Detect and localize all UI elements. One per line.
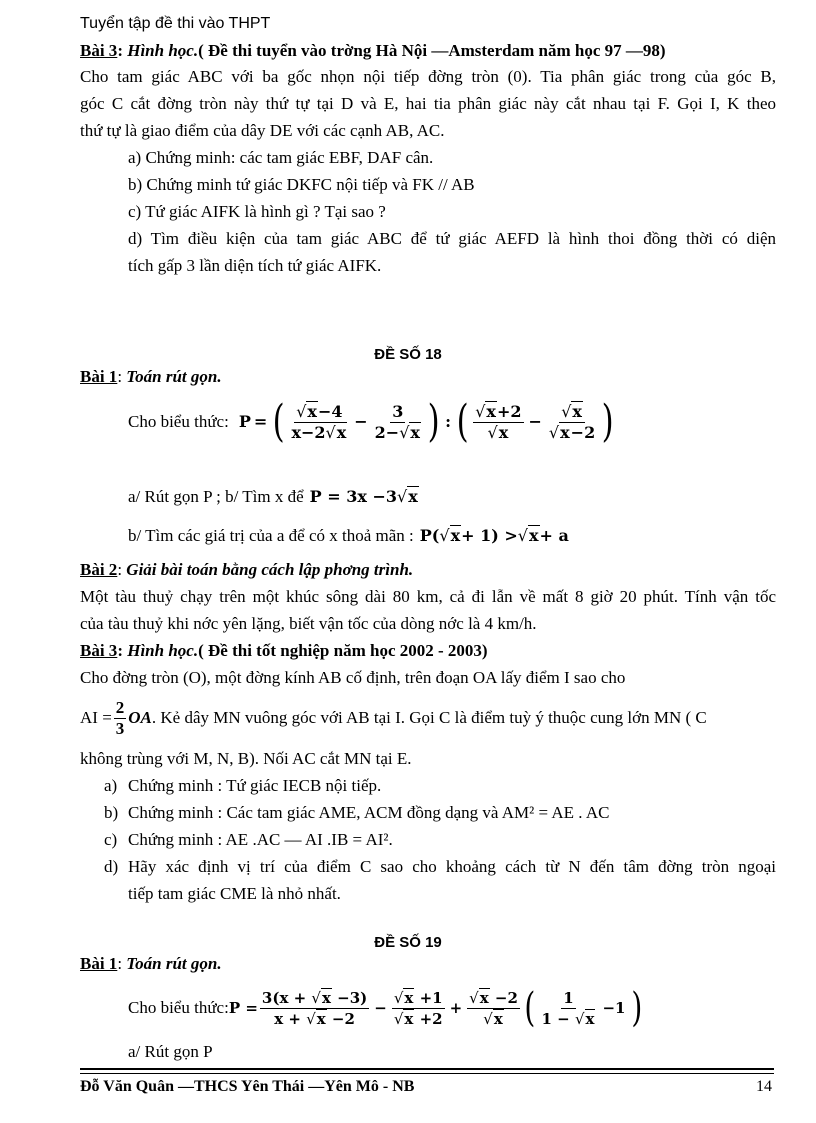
question-item-cont: tiếp tam giác CME là nhỏ nhất. [128, 884, 341, 903]
footer-rule [80, 1073, 774, 1074]
paragraph-line: thứ tự là giao điểm của dây DE với các cạnh AB, AC. [80, 121, 445, 140]
question-item: a) Chứng minh: các tam giác EBF, DAF cân. [128, 148, 434, 167]
formula-ai: AI = $\frac{2}{3}$ OA [80, 697, 152, 738]
paragraph-line: của tàu thuỷ khi nớc yên lặng, biết vận tốc của dòng nớc là 4 km/h. [80, 614, 537, 633]
expression-p: P = $\frac{3(x + √x -3)}{x + √x -2}$ − $\frac{√x +1}{√x +2}$ + $\frac{√x -2}{√x}$ ( $\frac{1}{1 - √x}$ −1 ) [228, 985, 642, 1031]
problem-topic: Toán rút gọn. [126, 367, 222, 386]
paragraph-line: Cho tam giác ABC với ba gốc nhọn nội tiếp đờng tròn (0). Tia phân giác trong của góc B, [80, 67, 776, 86]
paragraph-line: AI = $\frac{2}{3}$ OA . Kẻ dây MN vuông góc với AB tại I. Gọi C là điểm tuỳ ý thuộc cung lớn MN ( C [80, 697, 707, 738]
expression-p: P = ( $\frac{√x-4}{x-2√x}$ − $\frac{3}{2-√x}$ ) : ( $\frac{√x+2}{√x}$ − $\frac{√x}{√x-2}$ ) [238, 396, 614, 447]
problem-topic: Toán rút gọn. [126, 954, 222, 973]
inequality: P( √x + 1) > √x + a [419, 526, 569, 545]
problem-title: Bài 1: Toán rút gọn. [80, 367, 222, 386]
question-item: a) Chứng minh : Tứ giác IECB nội tiếp. [104, 776, 382, 795]
page-number: 14 [756, 1078, 772, 1095]
paragraph-line: Một tàu thuỷ chạy trên một khúc sông dài 80 km, cả đi lẫn về mất 8 giờ 20 phút. Tính vận tốc [80, 587, 776, 606]
question-item: d) Tìm điều kiện của tam giác ABC để tứ giác AEFD là hình thoi đồng thời có diện [128, 229, 776, 248]
question-item: a/ Rút gọn P [128, 1042, 213, 1061]
problem-label: Bài 3 [80, 41, 118, 60]
expression-intro: Cho biểu thức: [128, 412, 229, 431]
question-item: b/ Tìm các giá trị của a để có x thoả mãn : P( √x + 1) > √x + a [128, 526, 569, 545]
equation: P = 3x −3 √x [309, 487, 418, 506]
problem-label: Bài 2 [80, 560, 118, 579]
paragraph-line: Cho đờng tròn (O), một đờng kính AB cố định, trên đoạn OA lấy điểm I sao cho [80, 668, 626, 687]
problem-source: ( Đề thi tuyển vào trờng Hà Nội —Amsterdam năm học 97 —98) [198, 41, 666, 60]
exam-heading: ĐỀ SỐ 19 [374, 934, 442, 951]
question-item: c) Chứng minh : AE .AC — AI .IB = AI². [104, 830, 393, 849]
problem-title: Bài 1: Toán rút gọn. [80, 954, 222, 973]
problem-topic: Hình học. [127, 641, 199, 660]
exam-heading: ĐỀ SỐ 18 [374, 346, 442, 363]
problem-topic: Giải bài toán bằng cách lập phơng trình. [126, 560, 414, 579]
expression-line [128, 394, 776, 450]
footer-author: Đỗ Văn Quân —THCS Yên Thái —Yên Mô - NB [80, 1078, 415, 1095]
problem-title: Bài 3: Hình học.( Đề thi tốt nghiệp năm học 2002 - 2003) [80, 641, 488, 660]
paragraph-line: góc C cắt đờng tròn này thứ tự tại D và E, hai tia phân giác này cắt nhau tại F. Gọi I, K theo [80, 94, 776, 113]
problem-source: ( Đề thi tốt nghiệp năm học 2002 - 2003) [198, 641, 488, 660]
question-item: c) Tứ giác AIFK là hình gì ? Tại sao ? [128, 202, 386, 221]
footer-rule [80, 1068, 774, 1070]
problem-label: Bài 1 [80, 367, 118, 386]
question-item: a/ Rút gọn P ; b/ Tìm x để P = 3x −3 √x [128, 487, 418, 506]
problem-title: Bài 3: Hình học.( Đề thi tuyển vào trờng Hà Nội —Amsterdam năm học 97 —98) [80, 41, 666, 60]
question-item: d) Hãy xác định vị trí của điểm C sao cho khoảng cách từ N đến tâm đờng tròn ngoại [104, 857, 776, 876]
question-item: b) Chứng minh tứ giác DKFC nội tiếp và FK // AB [128, 175, 475, 194]
problem-label: Bài 1 [80, 954, 118, 973]
problem-title: Bài 2: Giải bài toán bằng cách lập phơng trình. [80, 560, 414, 579]
question-item: tích gấp 3 lần diện tích tứ giác AIFK. [128, 256, 382, 275]
page-header: Tuyển tập đề thi vào THPT [80, 15, 271, 32]
paragraph-line: không trùng với M, N, B). Nối AC cắt MN tại E. [80, 749, 412, 768]
expression-line [128, 983, 776, 1033]
question-item: b) Chứng minh : Các tam giác AME, ACM đồng dạng và AM² = AE . AC [104, 803, 610, 822]
problem-topic: Hình học. [127, 41, 199, 60]
problem-label: Bài 3 [80, 641, 118, 660]
expression-intro: Cho biểu thức: [128, 998, 229, 1017]
